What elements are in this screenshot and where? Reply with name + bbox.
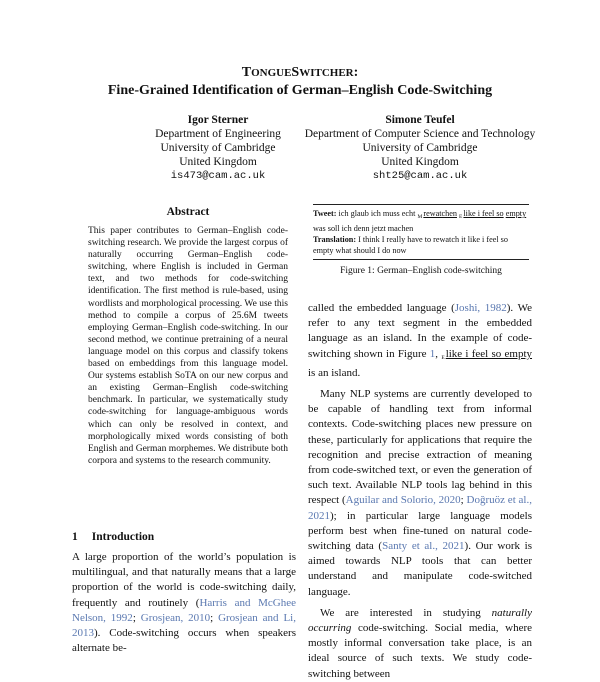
title-line-1: TONGUESWITCHER: [241,65,359,80]
right-column [308,301,532,682]
author-name: Simone Teufel [385,114,455,126]
citation[interactable]: Aguilar and Solorio, 2020 [345,494,461,507]
figure-reference[interactable]: 1 [429,347,436,360]
figure-caption: Figure 1: German–English code-switching [340,266,502,276]
citation[interactable]: Grosjean and Li, 2013 [72,611,296,640]
author-email[interactable]: sht25@cam.ac.uk [372,170,468,182]
tweet-line: Tweet: ich glaub ich muss echt $_M$rewatchen $_E$like i feel so empty was soll ich denn jetzt machen [313,209,527,233]
paragraph: Many NLP systems are currently developed to be capable of handling text from informal contexts. Code-switching places new pressure on these, particularly for applications that require the recognition and precise extraction of meaning from code-switched text, or even the generation of such text. Available NLP tools lag behind in this respect (Aguilar and Solorio, 2020; Doğruöz et al., 2021); in particular large language models perform best when fine-tuned on natural code-switching data (Santy et al., 2021). Our work is aimed towards NLP tools that can better understand and manipulate code-switched language. [308,388,532,598]
author-university: University of Cambridge [160,142,276,154]
author-department: Department of Computer Science and Technology [304,128,536,140]
figure-1-box [313,204,529,260]
title-line-2: Fine-Grained Identification of German–English Code-Switching [107,83,493,98]
author-name: Igor Sterner [187,114,249,126]
section-heading-introduction: 1 Introduction [72,531,155,543]
paragraph: called the embedded language (Joshi, 1982). We refer to any text segment in the embedded language as an island. In the example of code-switching shown in Figure 1, Elike i feel so empty is an island. [308,302,533,379]
citation[interactable]: Doğruöz et al., 2021 [308,494,532,522]
citation[interactable]: Joshi, 1982 [454,302,507,314]
paragraph: We are interested in studying naturally occurring code-switching. Social media, where mostly informal conversation take place, is an ideal source of such texts. We study code-switching between [308,606,532,680]
intro-paragraph: A large proportion of the world’s population is multilingual, and that naturally means that a large proportion of the world is code-switching daily, frequently and routinely (Harris and McGhee Nelson, 1992; Grosjean, 2010; Grosjean and Li, 2013). Code-switching occurs when speakers alternate be- [72,551,296,655]
paper-title [0,64,600,99]
citation[interactable]: Santy et al., 2021 [382,540,465,553]
citation[interactable]: Harris and McGhee Nelson, 1992 [72,596,296,624]
author-department: Department of Engineering [155,128,281,140]
abstract-heading: Abstract [166,206,210,218]
author-email[interactable]: is473@cam.ac.uk [170,170,266,182]
author-university: University of Cambridge [362,142,478,154]
author-block-2 [270,113,570,183]
author-country: United Kingdom [179,156,257,168]
translation-line: Translation: I think I really have to rewatch it like i feel so empty what should I do now [313,235,508,255]
abstract-text: This paper contributes to German–English code-switching research. We provide the largest corpus of naturally occurring German–English code-switching, where English is included in German text, and two methods for code-switching identification. The first method is rule-based, using wordlists and morphological processing. We use this method to compile a corpus of 25.6M tweets employing German–English code-switching. In our second method, we continue pretraining of a neural language model on this corpus and classify tokens based on embeddings from this language model. Our systems establish SoTA on our new corpus and an existing German–English code-switching benchmark. In particular, we systematically study code-switching for language-ambiguous words which can only be resolved in context, and morphologically mixed words consisting of both English and German morphemes. We distribute both corpora and systems to the research community. [88,226,288,466]
citation[interactable]: Grosjean, 2010 [140,611,211,624]
author-country: United Kingdom [381,156,459,168]
